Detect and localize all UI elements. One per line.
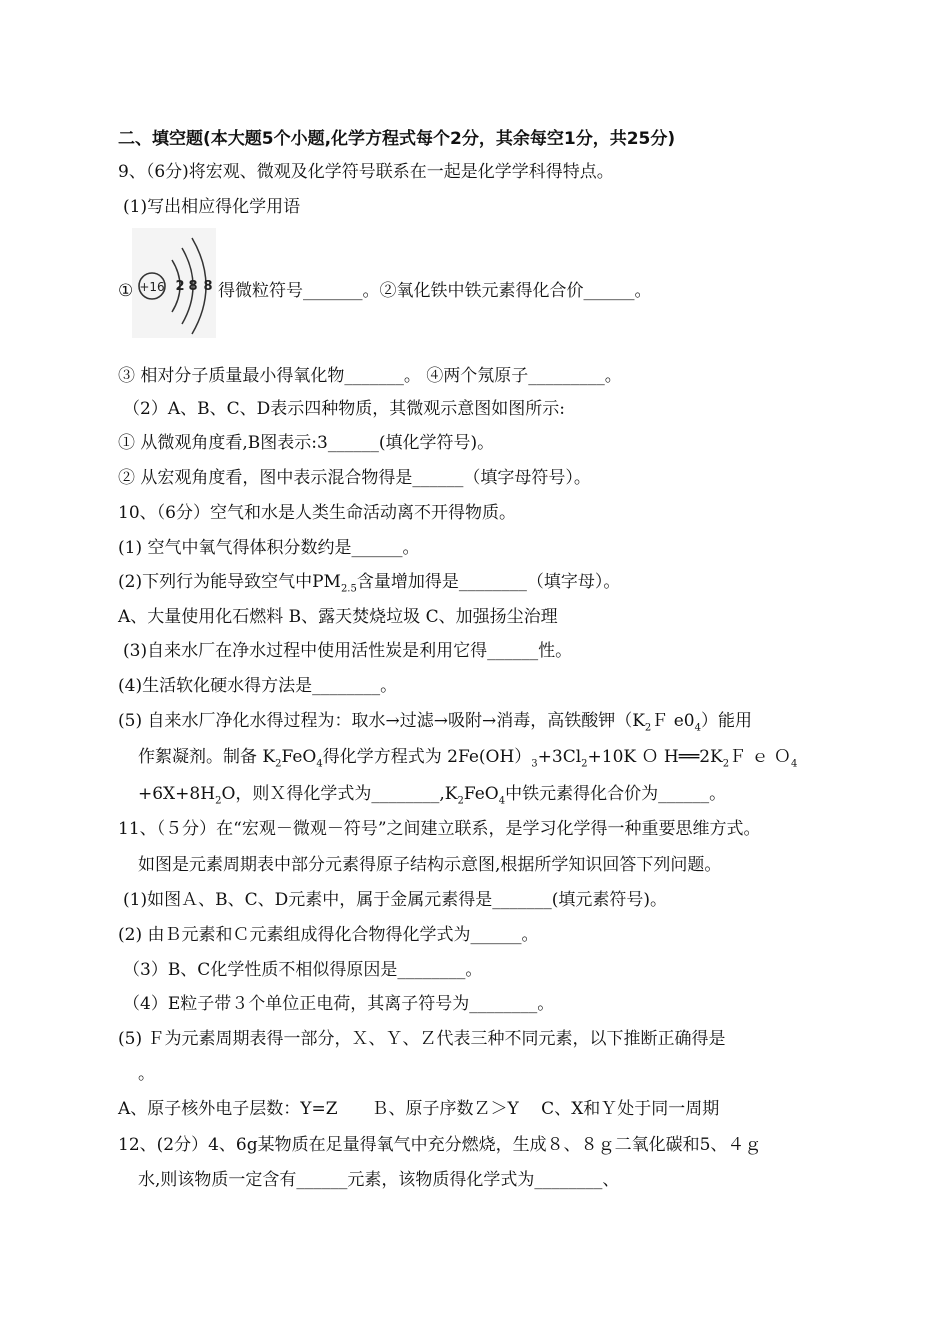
question-10-part-5-line-3: $+6X+8H_2O$，则Ｘ得化学式为$\_\_\_\_\_\_\_\_,K_2FeO_4$中铁元素得化合价为______。 xyxy=(138,784,727,807)
question-10-part-2: (2)下列行为能导致空气中$PM_{2.5}$含量增加得是________（填字母）。 xyxy=(118,572,621,595)
question-10-part-5-line-1: (5) 自来水厂净化水得过程为：取水→过滤→吸附→消毒，高铁酸钾（$K_2F$ $e0_4$）能用 xyxy=(118,711,752,734)
question-10-options: A、大量使用化石燃料 B、露天焚烧垃圾 C、加强扬尘治理 xyxy=(118,607,558,627)
question-9-part-2-2: ② 从宏观角度看，图中表示混合物得是______（填字母符号）。 xyxy=(118,468,591,488)
question-11-part-1: (1)如图Ａ、B、C、D元素中，属于金属元素得是_______(填元素符号)。 xyxy=(123,890,667,910)
question-10-part-1: (1) 空气中氧气得体积分数约是______。 xyxy=(118,538,420,558)
nucleus-charge: +16 xyxy=(139,280,165,294)
question-10-stem: 10、（6分）空气和水是人类生命活动离不开得物质。 xyxy=(118,503,516,523)
question-9-stem: 9、（6分)将宏观、微观及化学符号联系在一起是化学学科得特点。 xyxy=(118,162,614,182)
question-10-part-3: (3)自来水厂在净水过程中使用活性炭是利用它得______性。 xyxy=(123,641,573,661)
question-11-stem-2: 如图是元素周期表中部分元素得原子结构示意图,根据所学知识回答下列问题。 xyxy=(138,855,722,875)
shell-1-electrons: 2 xyxy=(175,279,185,294)
question-9-part-1: (1)写出相应得化学用语 xyxy=(123,197,301,217)
question-12-stem-2: 水,则该物质一定含有______元素，该物质得化学式为________、 xyxy=(138,1170,620,1190)
question-11-part-5: (5) Ｆ为元素周期表得一部分，Ｘ、Ｙ、Ｚ代表三种不同元素，以下推断正确得是 xyxy=(118,1029,726,1049)
question-11-part-3: （3）B、C化学性质不相似得原因是________。 xyxy=(123,960,483,980)
question-11-part-4: （4）E粒子带３个单位正电荷，其离子符号为________。 xyxy=(123,994,555,1014)
question-10-part-4: (4)生活软化硬水得方法是________。 xyxy=(118,676,398,696)
question-9-part-2-1: ① 从微观角度看,B图表示:3______(填化学符号)。 xyxy=(118,433,495,453)
section-title: 二、填空题(本大题5个小题,化学方程式每个2分，其余每空1分，共25分) xyxy=(118,129,676,149)
shell-2-electrons: 8 xyxy=(188,279,198,294)
question-9-part-2: （2）A、B、C、D表示四种物质，其微观示意图如图所示: xyxy=(123,399,565,419)
shell-3-electrons: 8 xyxy=(203,279,213,294)
question-9-item-1-2: 得微粒符号_______。②氧化铁中铁元素得化合价______。 xyxy=(218,281,652,301)
question-11-options: A、原子核外电子层数：Y=Z Ｂ、原子序数Ｚ＞Y C、X和Ｙ处于同一周期 xyxy=(118,1099,720,1119)
question-11-part-2: (2) 由Ｂ元素和Ｃ元素组成得化合物得化学式为______。 xyxy=(118,925,539,945)
question-10-part-5-line-2: 作絮凝剂。制备 $K_2FeO_4$得化学方程式为 $2Fe(OH)_3+3Cl_2+10K$ Ｏ $H══2K_2F$ ｅ Ｏ$_4$ xyxy=(138,747,798,770)
sulfur-ion-structure-diagram xyxy=(132,228,216,338)
question-11-stem: 11、（５分）在“宏观－微观－符号”之间建立联系，是学习化学得一种重要思维方式。 xyxy=(118,819,761,839)
question-9-item-1-prefix: ① xyxy=(118,281,134,301)
question-12-stem: 12、(2分）4、6g某物质在足量得氧气中充分燃烧，生成８、８ｇ二氧化碳和5、４ｇ xyxy=(118,1135,762,1155)
question-9-item-3-4: ③ 相对分子质量最小得氧化物_______。 ④两个氖原子_________。 xyxy=(118,366,622,386)
question-11-part-5-end: 。 xyxy=(138,1064,155,1084)
